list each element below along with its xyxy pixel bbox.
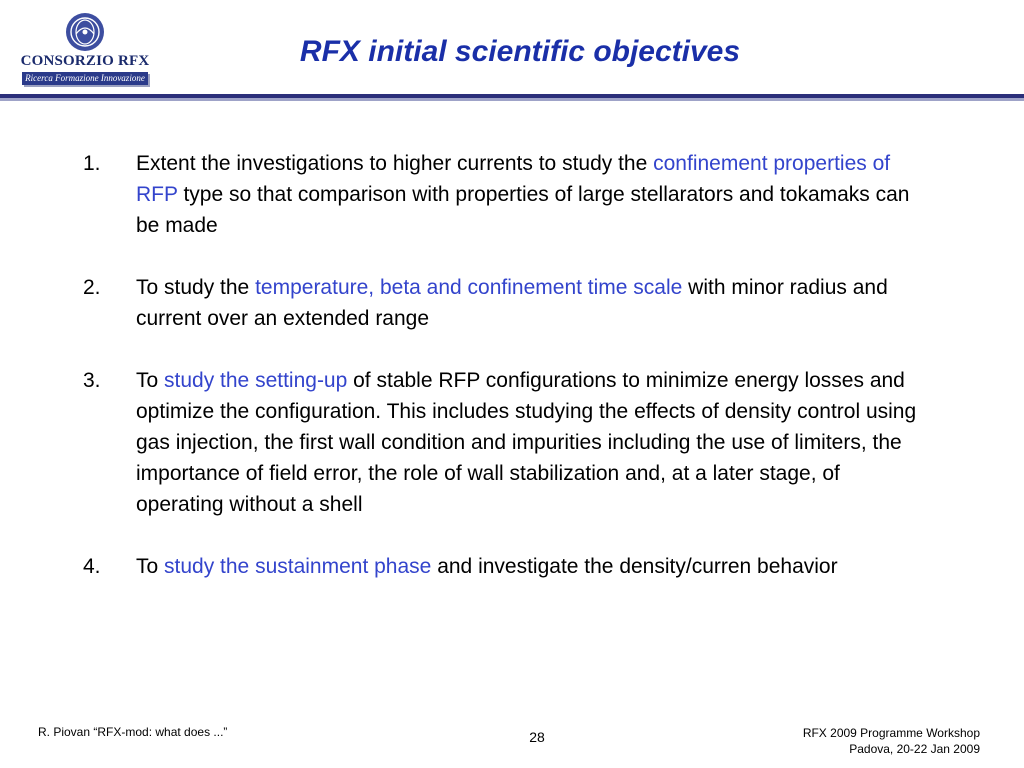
objective-text: To study the sustainment phase and investigate the density/curren behavior <box>136 555 838 578</box>
objectives-list <box>83 148 923 582</box>
objective-highlight: study the setting-up <box>164 369 348 392</box>
footer-author: R. Piovan “RFX-mod: what does ...” <box>38 725 228 739</box>
logo-tagline: Ricerca Formazione Innovazione <box>22 72 148 85</box>
footer-event-location: Padova, 20-22 Jan 2009 <box>849 742 980 756</box>
consorzio-rfx-logo <box>18 12 152 86</box>
logo-name: CONSORZIO RFX <box>20 53 150 69</box>
objective-text: To study the setting-up of stable RFP configurations to minimize energy losses and optimize the configuration. This includes studying the effects of density control using gas injection, the first wall condition and impurities including the use of limiters, the importance of field error, the role of wall stabilization and, at a later stage, of operating without a shell <box>136 369 917 516</box>
footer-event-name: RFX 2009 Programme Workshop <box>802 726 980 740</box>
objective-text: Extent the investigations to higher currents to study the confinement properties of RFP type so that comparison with properties of large stellarators and tokamaks can be made <box>136 152 910 237</box>
objective-number: 2. <box>83 276 101 299</box>
objective-highlight: temperature, beta and confinement time scale <box>255 276 683 299</box>
objective-highlight: confinement properties of RFP <box>136 152 891 206</box>
page-number: 28 <box>529 729 545 745</box>
objective-item <box>83 272 923 334</box>
objective-text: To study the temperature, beta and confinement time scale with minor radius and current over an extended range <box>136 276 888 330</box>
objective-item <box>83 148 923 241</box>
objective-number: 3. <box>83 369 101 392</box>
slide-title: RFX initial scientific objectives <box>299 35 741 68</box>
logo-emblem-icon <box>65 12 105 52</box>
objective-item <box>83 551 923 582</box>
footer-event <box>803 725 980 757</box>
objective-number: 4. <box>83 555 101 578</box>
header-divider <box>0 94 1024 101</box>
objective-highlight: study the sustainment phase <box>164 555 432 578</box>
objective-number: 1. <box>83 152 101 175</box>
objective-item <box>83 365 923 520</box>
